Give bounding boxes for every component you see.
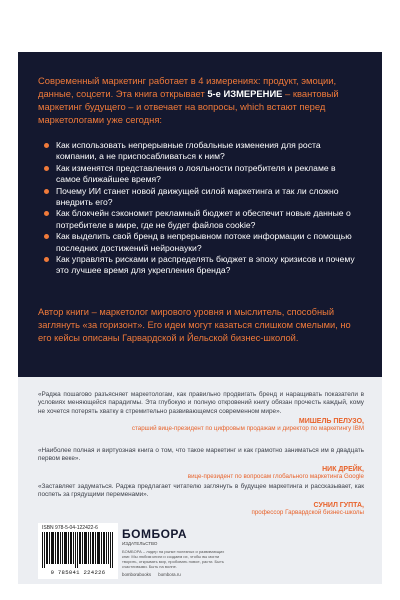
review-text: «Наиболее полная и виртуозная книга о том, что такое маркетинг и как грамотно заниматься им в двадцать первом веке». (38, 447, 364, 463)
question-item (44, 186, 362, 209)
reviewer-role: вице-президент по вопросам глобального маркетинга Google (187, 472, 364, 480)
publisher-logo: БОМБОРА (122, 527, 188, 541)
publisher-description: БОМБОРА – лидер на рынке полезных и развивающих книг. Мы любим книги и создаем их, чтобы вы могли творить, открывать мир, пробовать новое, расти. Быть счастливыми. Быть на волне. (122, 549, 225, 569)
question-item (44, 208, 362, 231)
barcode-icon (42, 532, 114, 568)
review-drake (38, 447, 364, 480)
question-text: Как изменятся представления о лояльности потребителя и рекламе в самое ближайшее время? (56, 162, 336, 185)
author-paragraph: Автор книги – маркетолог мирового уровня и мыслитель, способный заглянуть «за горизонт». Его идеи могут казаться слишком смелыми, но его кейсы описаны Гарвардской и Йельской бизнес-школой. (38, 307, 351, 343)
bullet-dot-icon (44, 257, 49, 262)
publisher-social (122, 572, 187, 577)
bullet-dot-icon (44, 211, 49, 216)
reviewer-name: МИШЕЛЬ ПЕЛУЗО, (298, 417, 364, 425)
intro-part1: Современный маркетинг работает в 4 измерениях: продукт, эмоции, данные, соцсети. Эта книга открывает (38, 75, 337, 99)
review-text: «Раджа пошагово разъясняет маркетологам, как правильно продвигать бренд и наращивать показатели в условиях меняющейся парадигмы. Эта глубокую и полную откровений книгу обязан прочесть каждый, кому не хочется потерять хватку в стремительно развивающемся современном мире». (38, 391, 364, 415)
question-item (44, 163, 362, 186)
reviews-panel (18, 377, 382, 584)
question-item (44, 231, 362, 254)
intro-part2: – квантовый маркетинг будущего – и отвечает на вопросы, which встают перед маркетологами уже сегодня: (38, 88, 339, 125)
question-text: Как выделить свой бренд в непрерывном потоке информации с помощью последних достижений нейронауки? (56, 231, 352, 253)
publisher-logo-subtitle: ИЗДАТЕЛЬСТВО (122, 541, 158, 546)
reviewer-name: СУНИЛ ГУПТА, (313, 501, 364, 509)
bullet-dot-icon (44, 189, 49, 194)
bullet-dot-icon (44, 166, 49, 171)
website-link[interactable]: bombora.ru (158, 572, 181, 577)
question-text: Как блокчейн сэкономит рекламный бюджет и обеспечит новые данные о потребителе в мире, где не будет файлов cookie? (56, 208, 351, 230)
question-text: Как использовать непрерывные глобальные изменения для роста компании, а не приспосабливаться к ним? (56, 140, 321, 162)
reviewer-role: старший вице-президент по цифровым продажам и директор по маркетингу IBM (131, 424, 364, 432)
back-cover (18, 52, 382, 584)
reviewer-role: профессор Гарвардской бизнес-школы (251, 508, 364, 516)
questions-list (44, 140, 362, 277)
bullet-dot-icon (44, 234, 49, 239)
question-item (44, 140, 362, 163)
review-text: «Заставляет задуматься. Раджа предлагает читателю заглянуть в будущее маркетинга и рассказывает, как поспеть за грядущими переменами». (38, 483, 364, 499)
isbn-label: ISBN 978-5-04-122422-6 (42, 525, 98, 531)
reviewer-name: НИК ДРЕЙК, (322, 465, 364, 473)
question-text: Как управлять рисками и распределять бюджет в эпоху кризисов и почему это лучшее время для укрепления бренда? (56, 254, 355, 276)
question-item (44, 254, 362, 277)
review-peluso (38, 391, 364, 432)
review-gupta (38, 483, 364, 516)
intro-paragraph (38, 74, 366, 126)
barcode-digits: 9 785041 224226 (50, 569, 106, 576)
barcode-block (38, 523, 118, 579)
social-handle[interactable]: bomborabooks (122, 572, 152, 577)
question-text: Почему ИИ станет новой движущей силой маркетинга и так ли сложно внедрить его? (56, 185, 339, 208)
intro-highlight: 5-е ИЗМЕРЕНИЕ (207, 88, 283, 99)
bullet-dot-icon (44, 143, 49, 148)
